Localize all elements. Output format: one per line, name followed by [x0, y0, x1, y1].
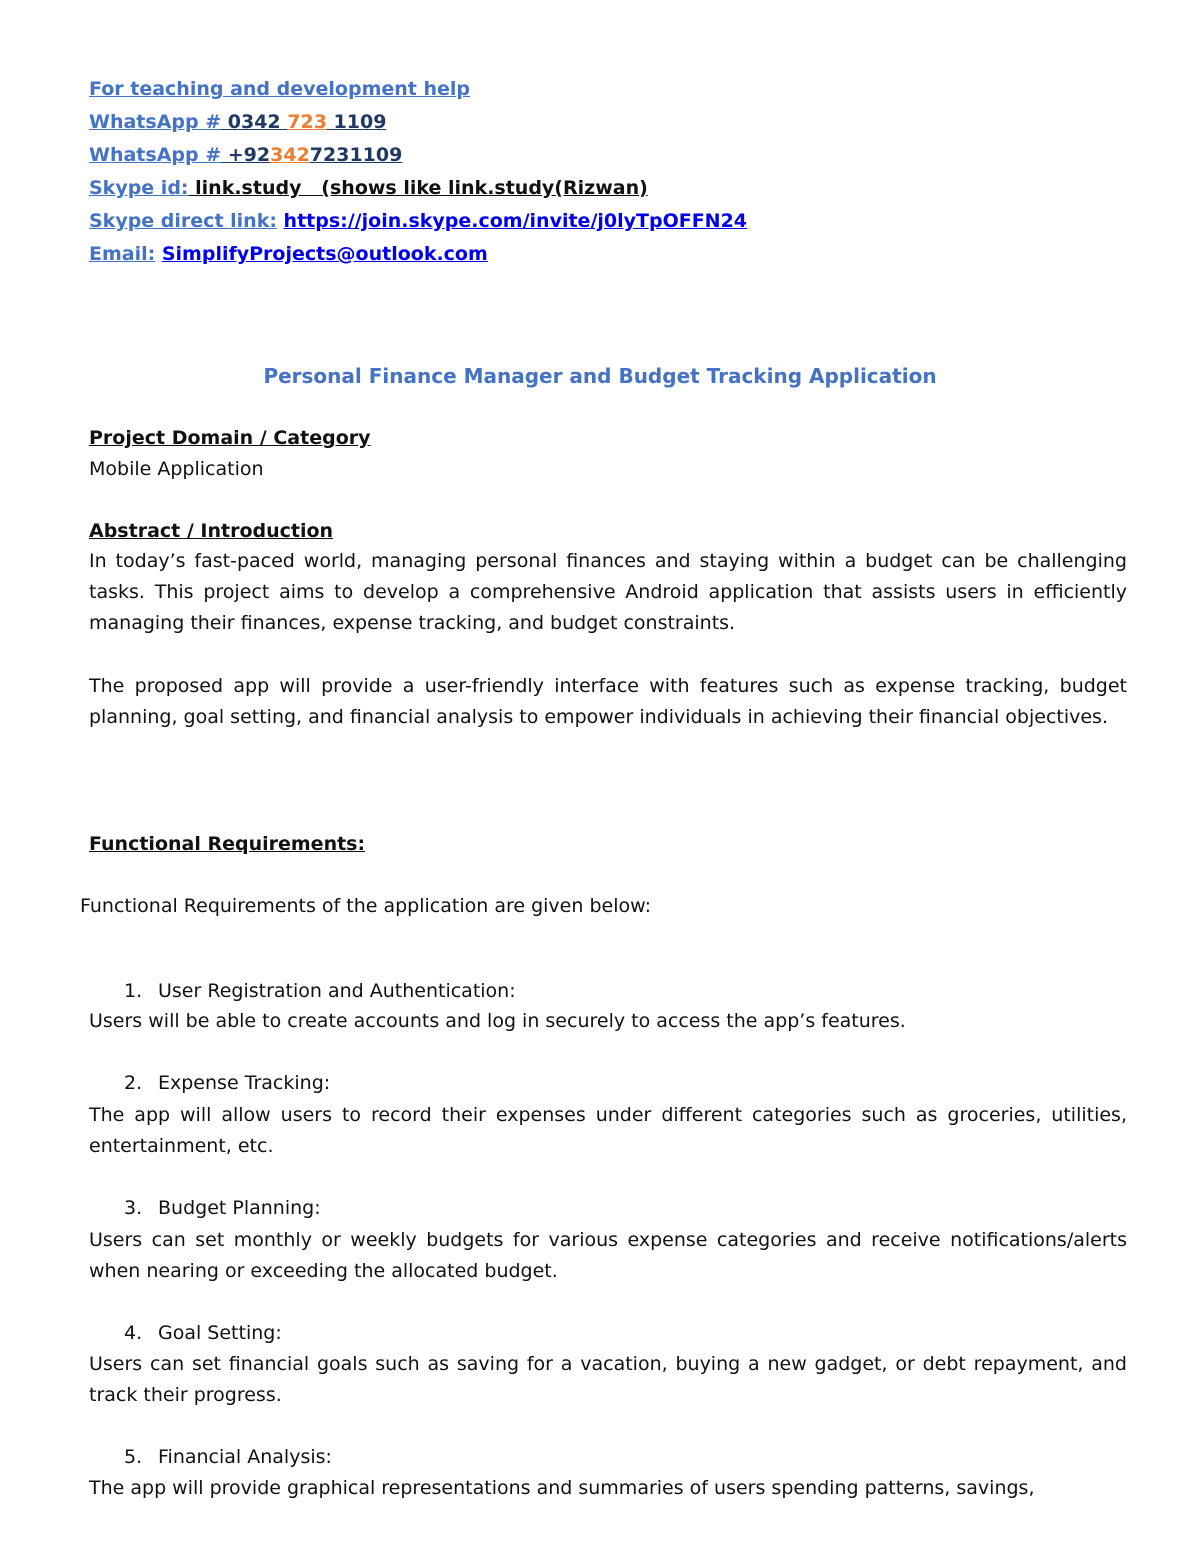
requirement-description: Users can set monthly or weekly budgets for various expense categories and receive notifications/alerts when nearing or exceeding the allocated budget.: [89, 1229, 1127, 1283]
whatsapp-line-2: [89, 142, 402, 168]
requirement-title: 5. Financial Analysis:: [124, 1446, 332, 1468]
whatsapp-label: WhatsApp #: [89, 144, 222, 166]
email-link[interactable]: SimplifyProjects@outlook.com: [161, 243, 488, 265]
skype-id-label: Skype id:: [89, 177, 189, 199]
whatsapp-number-part: 7231109: [309, 144, 403, 166]
whatsapp-number-part: 1109: [326, 111, 387, 133]
skype-link-line: [89, 208, 747, 234]
requirement-description: The app will allow users to record their expenses under different categories such as groceries, utilities, entertainment, etc.: [89, 1104, 1127, 1158]
contact-heading: For teaching and development help: [89, 78, 471, 100]
project-domain-value: Mobile Application: [89, 458, 264, 480]
functional-requirements-heading: Functional Requirements:: [89, 833, 366, 855]
skype-id-value: link.study (shows like link.study(Rizwan): [188, 177, 648, 199]
skype-id-line: [89, 175, 648, 201]
requirement-description: Users can set financial goals such as saving for a vacation, buying a new gadget, or debt repayment, and track their progress.: [89, 1353, 1127, 1407]
requirement-description: Users will be able to create accounts and log in securely to access the app’s features.: [89, 1010, 906, 1032]
abstract-heading: Abstract / Introduction: [89, 520, 334, 542]
email-line: [89, 241, 488, 267]
requirement-title: 3. Budget Planning:: [124, 1197, 321, 1219]
requirement-title: 4. Goal Setting:: [124, 1322, 282, 1344]
requirement-description: The app will provide graphical representations and summaries of users spending patterns, savings,: [89, 1477, 1035, 1499]
document-title: Personal Finance Manager and Budget Tracking Application: [263, 364, 937, 388]
whatsapp-number-part: 0342: [221, 111, 288, 133]
whatsapp-label: WhatsApp #: [89, 111, 222, 133]
abstract-paragraph-2: The proposed app will provide a user-friendly interface with features such as expense tracking, budget planning, goal setting, and financial analysis to empower individuals in achieving their financial objectives.: [89, 675, 1127, 729]
skype-direct-link[interactable]: https://join.skype.com/invite/j0lyTpOFFN24: [283, 210, 748, 232]
requirement-title: 1. User Registration and Authentication:: [124, 980, 516, 1002]
skype-link-label: Skype direct link:: [89, 210, 277, 232]
whatsapp-number-part: +92: [221, 144, 271, 166]
project-domain-heading: Project Domain / Category: [89, 427, 371, 449]
abstract-paragraph-1: In today’s fast-paced world, managing personal finances and staying within a budget can be challenging tasks. This project aims to develop a comprehensive Android application that assists users in efficiently managing their finances, expense tracking, and budget constraints.: [89, 550, 1127, 635]
email-label: Email:: [89, 243, 156, 265]
requirement-title: 2. Expense Tracking:: [124, 1072, 331, 1094]
functional-requirements-intro: Functional Requirements of the application are given below:: [80, 895, 652, 917]
whatsapp-line-1: [89, 109, 386, 135]
whatsapp-number-part: 723: [287, 111, 327, 133]
whatsapp-number-part: 342: [270, 144, 310, 166]
